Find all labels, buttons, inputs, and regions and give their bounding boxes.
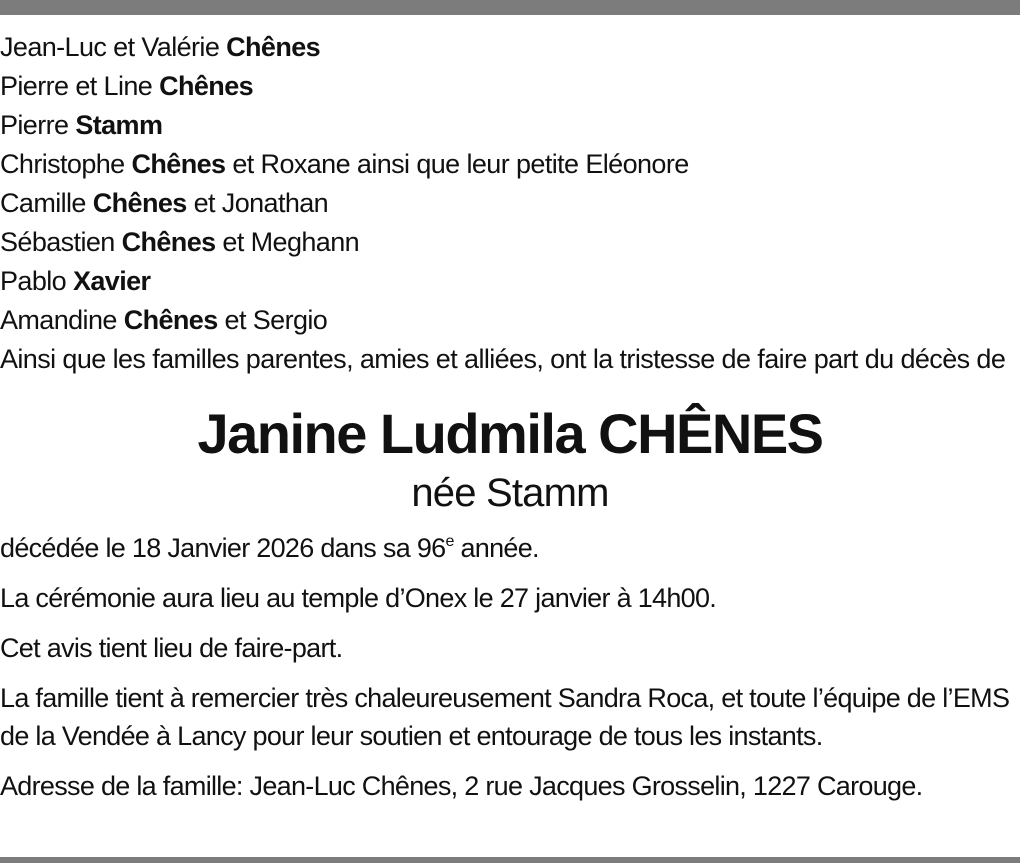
- notice-line: Cet avis tient lieu de faire-part.: [0, 633, 343, 663]
- family-member: Christophe Chênes et Roxane ainsi que leur petite Eléonore: [0, 149, 689, 179]
- top-rule: [0, 0, 1020, 15]
- family-member: Camille Chênes et Jonathan: [0, 188, 329, 218]
- family-member: Pierre Stamm: [0, 110, 163, 140]
- family-address: Adresse de la famille: Jean-Luc Chênes, 2 rue Jacques Grosselin, 1227 Carouge.: [0, 771, 923, 801]
- deceased-name: Janine Ludmila CHÊNES: [197, 402, 823, 465]
- family-member: Pierre et Line Chênes: [0, 71, 254, 101]
- death-date-line: décédée le 18 Janvier 2026 dans sa 96e année.: [0, 533, 539, 563]
- ceremony-line: La cérémonie aura lieu au temple d’Onex le 27 janvier à 14h00.: [0, 583, 717, 613]
- family-list: [0, 28, 1020, 340]
- thanks-paragraph: La famille tient à remercier très chaleureusement Sandra Roca, et toute l’équipe de l’EMS de la Vendée à Lancy pour leur soutien et entourage de tous les instants.: [0, 683, 1010, 751]
- family-member: Amandine Chênes et Sergio: [0, 305, 328, 335]
- bottom-rule: [0, 857, 1020, 863]
- family-member: Sébastien Chênes et Meghann: [0, 227, 360, 257]
- family-member: Pablo Xavier: [0, 266, 151, 296]
- intro-text: Ainsi que les familles parentes, amies et alliées, ont la tristesse de faire part du décès de: [0, 344, 1006, 374]
- maiden-name: née Stamm: [411, 471, 609, 515]
- obituary-notice: [0, 28, 1020, 805]
- family-member: Jean-Luc et Valérie Chênes: [0, 32, 321, 62]
